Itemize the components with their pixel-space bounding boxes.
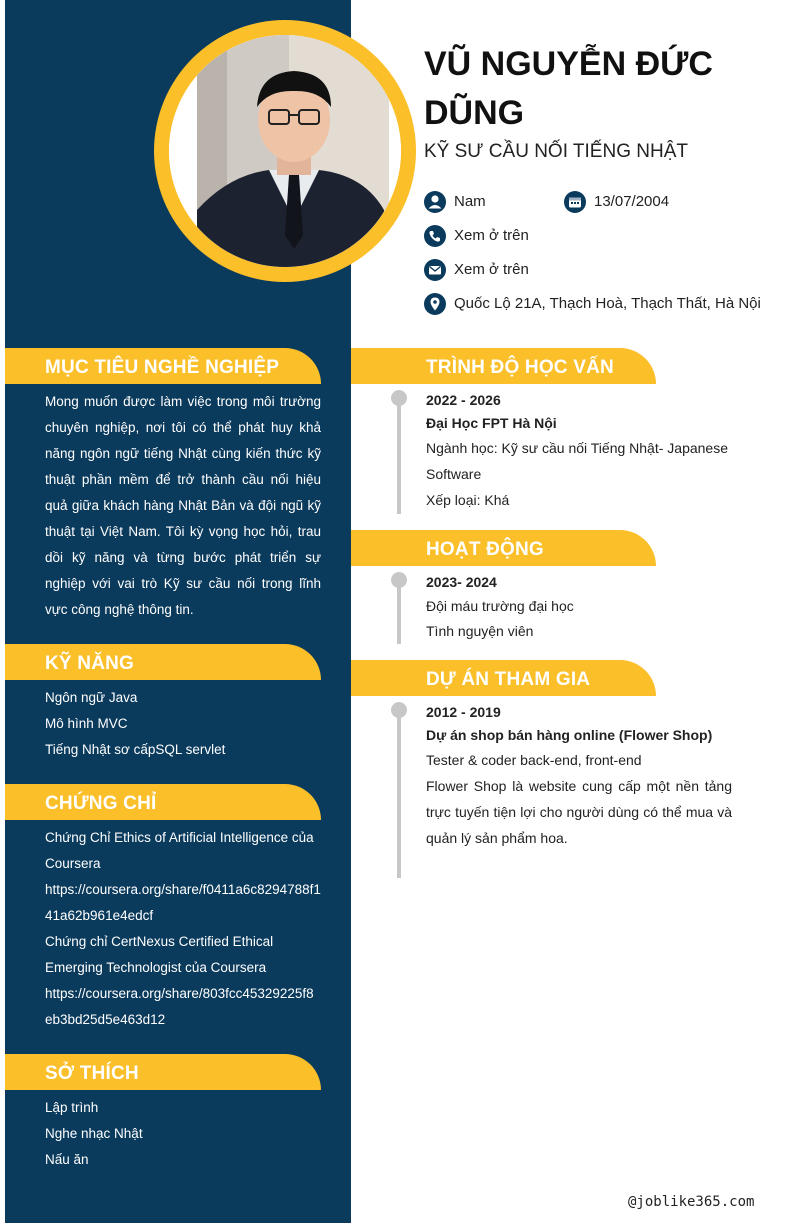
calendar-icon [564,191,586,213]
list-item: Tiếng Nhật sơ cấpSQL servlet [45,742,226,757]
skills-list [45,685,321,763]
list-item: Ngôn ngữ Java [45,690,138,705]
job-title: KỸ SƯ CẦU NỐI TIẾNG NHẬT [424,141,688,162]
project-entry [426,701,732,851]
list-item: Chứng Chỉ Ethics of Artificial Intelligence của Coursera [45,830,314,871]
project-name: Dự án shop bán hàng online (Flower Shop) [426,727,713,743]
skills-heading: KỸ NĂNG [5,644,321,680]
email-value: Xem ở trên [454,261,529,278]
timeline-line [397,580,401,644]
timeline-line [397,398,401,514]
location-pin-icon [424,293,446,315]
person-icon [424,191,446,213]
timeline-dot [391,702,407,718]
hobbies-heading: SỞ THÍCH [5,1054,321,1090]
birthday-value: 13/07/2004 [594,193,670,210]
certificates-list [45,825,321,1033]
candidate-name: VŨ NGUYỄN ĐỨC DŨNG [424,45,713,132]
list-item: Tình nguyện viên [426,623,534,639]
timeline-line [397,710,401,878]
certificate-link[interactable]: https://coursera.org/share/f0411a6c8294788f141a62b961e4edcf [45,882,321,923]
education-entry [426,389,732,513]
project-role: Tester & coder back-end, front-end [426,752,642,768]
objective-text: Mong muốn được làm việc trong môi trường chuyên nghiệp, nơi tôi có thể phát huy khả năng ngôn ngữ tiếng Nhật cùng kiến thức kỹ thuật phần mềm để trở thành cầu nối hiệu quả giữa khách hàng Nhật Bản và đội ngũ kỹ thuật tại Việt Nam. Tôi kỳ vọng học hỏi, trau dồi kỹ năng và từng bước phát triển sự nghiệp với vai trò Kỹ sư cầu nối trong lĩnh vực công nghệ thông tin. [45,394,321,617]
education-heading: TRÌNH ĐỘ HỌC VẤN [351,348,656,384]
activities-period: 2023- 2024 [426,574,497,590]
hobbies-list [45,1095,321,1173]
list-item: Đội máu trường đại học [426,598,574,614]
school-name: Đại Học FPT Hà Nội [426,415,557,431]
list-item: Lập trình [45,1100,99,1115]
projects-heading: DỰ ÁN THAM GIA [351,660,656,696]
watermark: @joblike365.com [628,1194,755,1210]
activities-entry [426,571,732,644]
timeline-dot [391,390,407,406]
certificate-link[interactable]: https://coursera.org/share/803fcc45329225f8eb3bd25d5e463d12 [45,986,314,1027]
phone-value: Xem ở trên [454,227,529,244]
avatar [169,35,401,267]
timeline-dot [391,572,407,588]
address-value: Quốc Lộ 21A, Thạch Hoà, Thạch Thất, Hà Nội [454,295,761,312]
project-period: 2012 - 2019 [426,704,501,720]
mail-icon [424,259,446,281]
objective-heading: MỤC TIÊU NGHỀ NGHIỆP [5,348,321,384]
gender-value: Nam [454,193,486,210]
education-period: 2022 - 2026 [426,392,501,408]
activities-heading: HOẠT ĐỘNG [351,530,656,566]
phone-icon [424,225,446,247]
list-item: Mô hình MVC [45,716,128,731]
list-item: Chứng chỉ CertNexus Certified Ethical Emerging Technologist của Coursera [45,934,274,975]
major-text: Ngành học: Kỹ sư cầu nối Tiếng Nhật- Japanese Software [426,440,728,482]
project-description: Flower Shop là website cung cấp một nền tảng trực tuyến tiện lợi cho người dùng có thể mua và quản lý sản phẩm hoa. [426,778,732,846]
list-item: Nấu ăn [45,1152,89,1167]
certificates-heading: CHỨNG CHỈ [5,784,321,820]
list-item: Nghe nhạc Nhật [45,1126,143,1141]
rank-text: Xếp loại: Khá [426,492,510,508]
